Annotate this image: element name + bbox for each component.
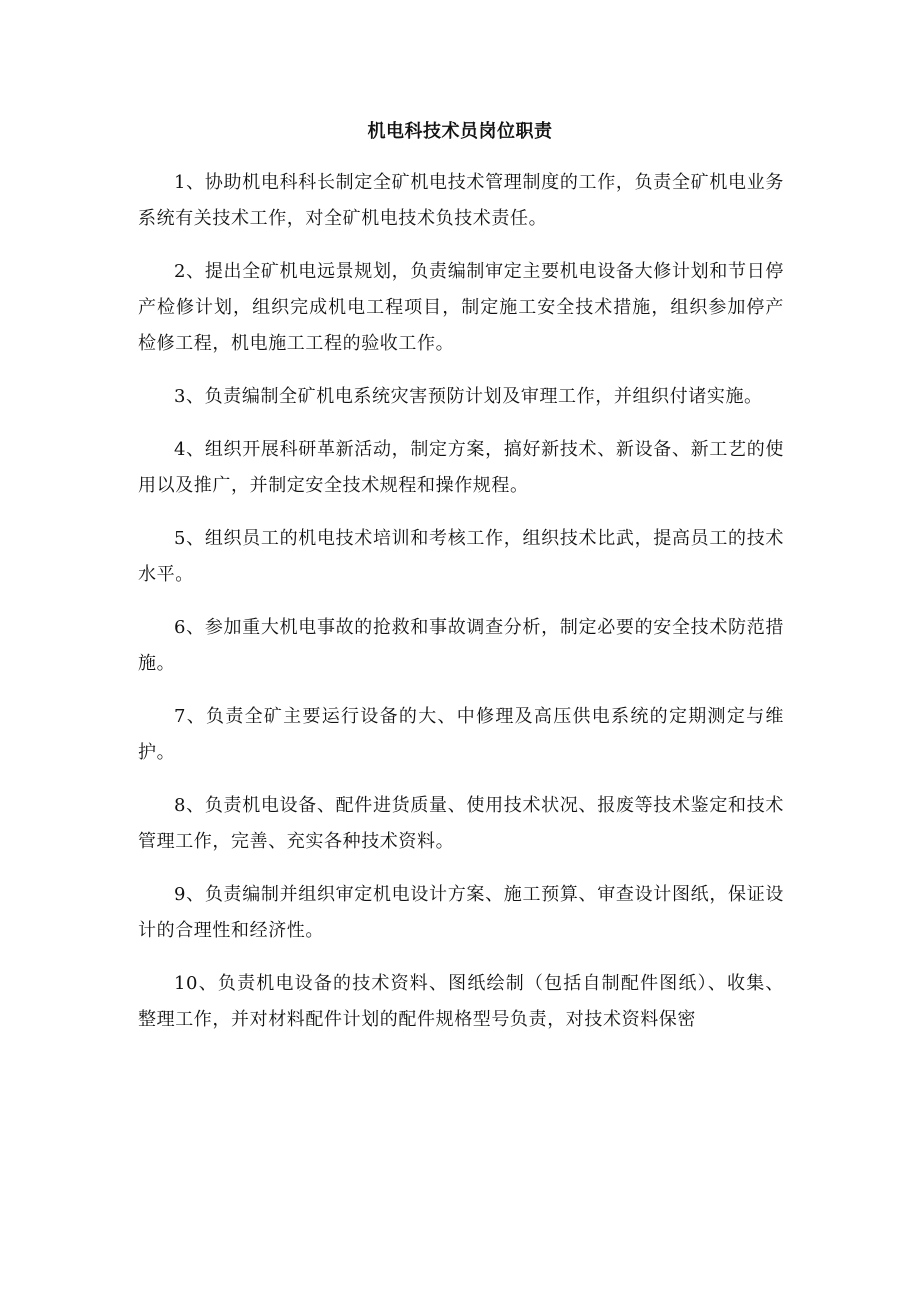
duty-paragraph-5: 5、组织员工的机电技术培训和考核工作，组织技术比武，提高员工的技术水平。 — [138, 528, 784, 585]
duty-paragraph-10: 10、负责机电设备的技术资料、图纸绘制（包括自制配件图纸）、收集、整理工作，并对材料配件计划的配件规格型号负责，对技术资料保密 — [138, 973, 784, 1030]
duty-paragraph-1: 1、协助机电科科长制定全矿机电技术管理制度的工作，负责全矿机电业务系统有关技术工作，对全矿机电技术负技术责任。 — [138, 172, 784, 229]
duty-paragraph-2: 2、提出全矿机电远景规划，负责编制审定主要机电设备大修计划和节日停产检修计划，组织完成机电工程项目，制定施工安全技术措施，组织参加停产检修工程，机电施工工程的验收工作。 — [138, 261, 784, 354]
duty-paragraph-3: 3、负责编制全矿机电系统灾害预防计划及审理工作，并组织付诸实施。 — [174, 386, 763, 407]
duty-paragraph-4: 4、组织开展科研革新活动，制定方案，搞好新技术、新设备、新工艺的使用以及推广，并制定安全技术规程和操作规程。 — [138, 439, 784, 496]
duty-paragraph-7: 7、负责全矿主要运行设备的大、中修理及高压供电系统的定期测定与维护。 — [138, 706, 784, 763]
duty-paragraph-8: 8、负责机电设备、配件进货质量、使用技术状况、报废等技术鉴定和技术管理工作，完善、充实各种技术资料。 — [138, 795, 784, 852]
duty-paragraph-6: 6、参加重大机电事故的抢救和事故调查分析，制定必要的安全技术防范措施。 — [138, 617, 784, 674]
document-title: 机电科技术员岗位职责 — [367, 121, 553, 142]
duty-paragraph-9: 9、负责编制并组织审定机电设计方案、施工预算、审查设计图纸，保证设计的合理性和经济性。 — [138, 884, 784, 941]
document-body — [138, 165, 784, 1055]
